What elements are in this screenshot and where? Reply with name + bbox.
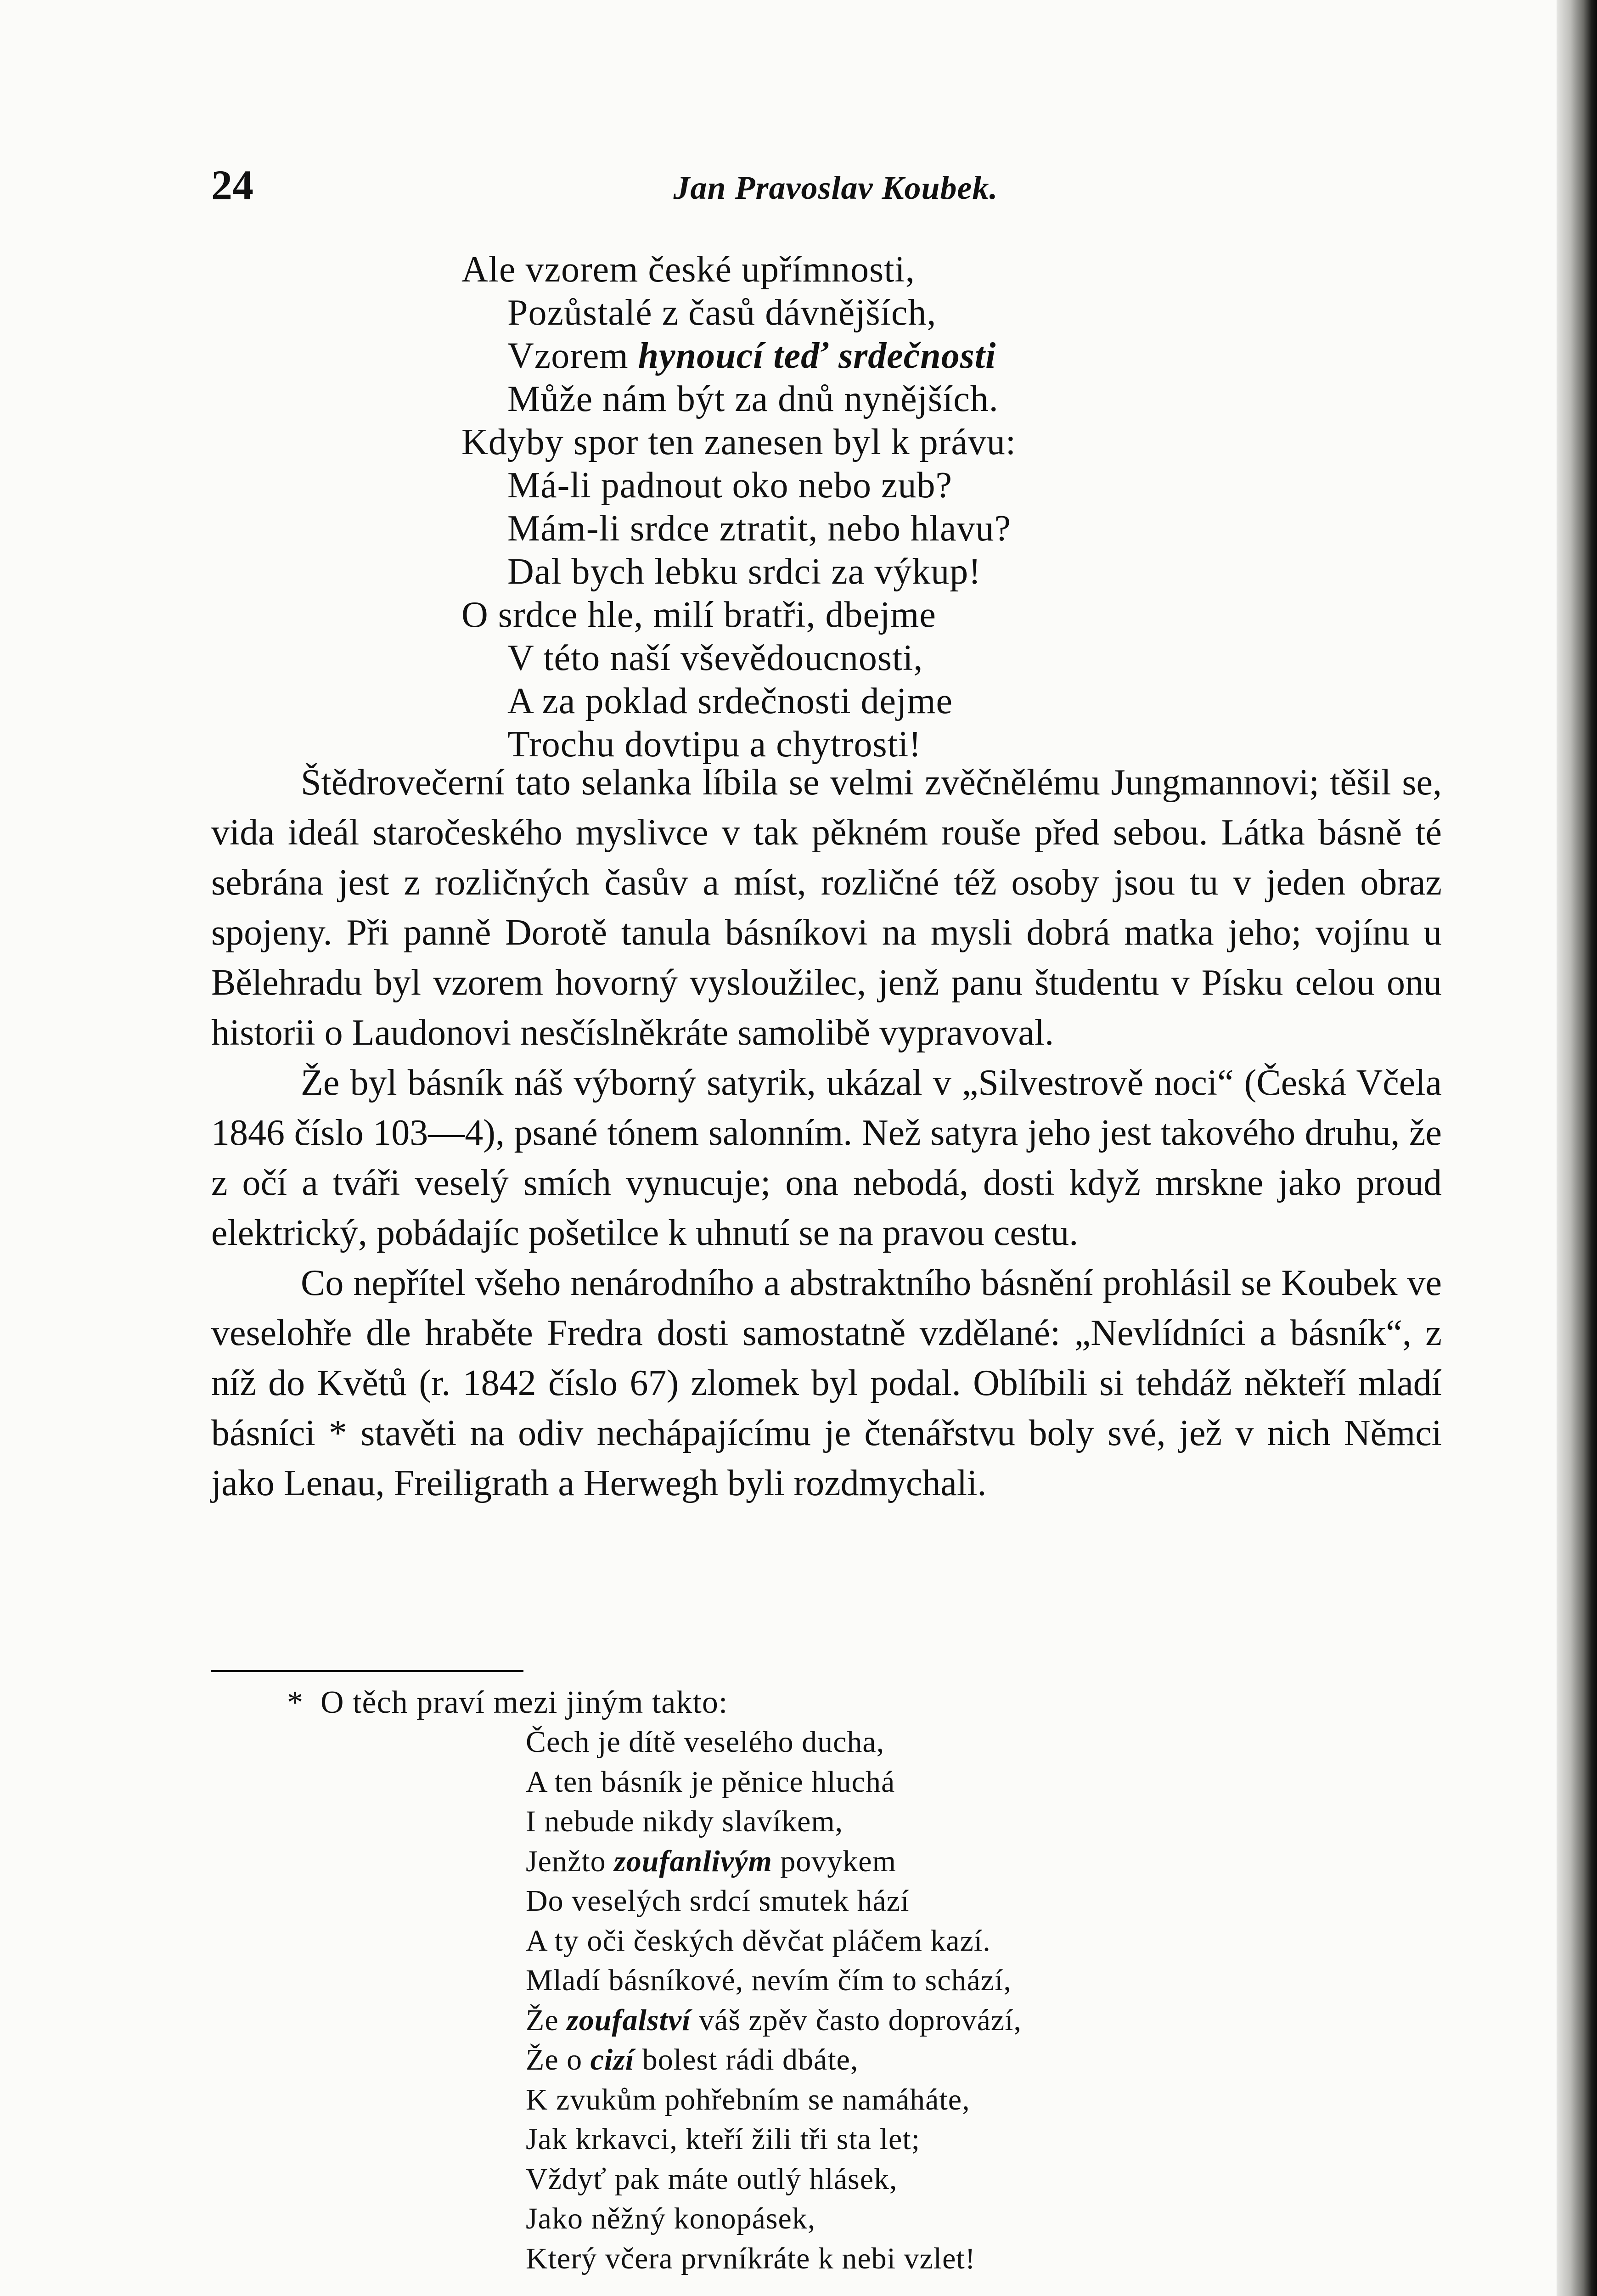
emphasized-text: hynoucí teď srdečnosti: [638, 336, 996, 376]
poem-line: Pozůstalé z časů dávnějších,: [507, 293, 937, 333]
paragraph: Co nepřítel všeho nenárodního a abstraktního básnění prohlásil se Koubek ve veselohře dle hraběte Fredra dosti samostatně vzdělané: „Nevlídníci a básník“, z níž do Květů (r. 1842 číslo 67) zlomek byl podal. Oblíbili si tehdáž někteří mladí básníci * stavěti na odiv nechápajícímu je čtenářstvu boly své, jež v nich Němci jako Lenau, Freiligrath a Herwegh byli rozdmychali.: [211, 1263, 1442, 1503]
footnote-verse: Jak krkavci, kteří žili tři sta let;: [526, 2122, 920, 2156]
poem-line: V této naší vševědoucnosti,: [507, 638, 923, 678]
footnote-marker: *: [287, 1685, 304, 1720]
poem-line: A za poklad srdečnosti dejme: [507, 681, 953, 721]
footnote-verse: [526, 2001, 1022, 2041]
poem-block: [461, 248, 1016, 766]
footnote-verse: Mladí básníkové, nevím čím to schází,: [526, 1964, 1012, 1997]
verse-text: váš zpěv často doprovází,: [691, 2003, 1022, 2037]
footnote-divider: [211, 1670, 523, 1672]
footnote-intro: [287, 1683, 728, 1722]
footnote-verse: [526, 1842, 1022, 1882]
footnote-verse: A ty oči českých děvčat pláčem kazí.: [526, 1924, 991, 1958]
poem-line: Kdyby spor ten zanesen byl k právu:: [461, 422, 1017, 462]
emphasized-text: zoufanlivým: [614, 1844, 772, 1878]
running-title: Jan Pravoslav Koubek.: [673, 169, 998, 206]
page-number: 24: [211, 162, 253, 208]
poem-line: Může nám být za dnů nynějších.: [507, 379, 999, 419]
body-text: [211, 758, 1442, 1508]
poem-line: Trochu dovtipu a chytrosti!: [507, 724, 922, 765]
footnote-verse: Který včera prvníkráte k nebi vzlet!: [526, 2241, 976, 2275]
poem-line: Dal bych lebku srdci za výkup!: [507, 551, 981, 592]
verse-text: Že o: [526, 2043, 590, 2077]
verse-text: Že: [526, 2003, 567, 2037]
paragraph: Štědrovečerní tato selanka líbila se velmi zvěčnělému Jungmannovi; těšil se, vida ideál staročeského myslivce v tak pěkném rouše před sebou. Látka básně té sebrána jest z rozličných časův a míst, rozličné též osoby jsou tu v jeden obraz spojeny. Při panně Dorotě tanula básníkovi na mysli dobrá matka jeho; vojínu u Bělehradu byl vzorem hovorný vysloužilec, jenž panu študentu v Písku celou onu historii o Laudonovi nesčíslněkráte samolibě vypravoval.: [211, 762, 1442, 1053]
footnote-verse: Čech je dítě veselého ducha,: [526, 1725, 885, 1759]
paragraph: Že byl básník náš výborný satyrik, ukázal v „Silvestrově noci“ (Česká Včela 1846 číslo 103—4), psané tónem salonním. Než satyra jeho jest takového druhu, že z očí a tváři veselý smích vynucuje; ona nebodá, dosti když mrskne jako proud elektrický, pobádajíc pošetilce k uhnutí se na pravou cestu.: [211, 1063, 1442, 1253]
scan-edge-shadow: [1557, 0, 1597, 2296]
footnote-verse: Jako něžný konopásek,: [526, 2202, 816, 2235]
footnote-verse: A ten básník je pěnice hluchá: [526, 1765, 895, 1799]
footnote-verse: Vždyť pak máte outlý hlásek,: [526, 2162, 898, 2196]
poem-line: Mám-li srdce ztratit, nebo hlavu?: [507, 508, 1012, 549]
footnote-verse: I nebude nikdy slavíkem,: [526, 1805, 843, 1838]
poem-line-text: Vzorem: [507, 336, 638, 376]
verse-text: Jenžto: [526, 1844, 614, 1878]
verse-text: povykem: [772, 1844, 896, 1878]
emphasized-text: zoufalství: [567, 2003, 691, 2037]
footnote-verse: [526, 2040, 1022, 2080]
footnote-verse: Do veselých srdcí smutek hází: [526, 1884, 910, 1918]
poem-line: O srdce hle, milí bratři, dbejme: [461, 595, 936, 635]
footnote-poem: [526, 1722, 1022, 2279]
emphasized-text: cizí: [590, 2043, 635, 2077]
poem-line: [461, 334, 1016, 377]
footnote-intro-text: O těch praví mezi jiným takto:: [321, 1685, 728, 1720]
poem-line: Ale vzorem české upřímnosti,: [461, 249, 915, 290]
page-header: [211, 161, 1460, 216]
verse-text: bolest rádi dbáte,: [634, 2043, 859, 2077]
footnote-verse: K zvukům pohřebním se namáháte,: [526, 2082, 970, 2116]
poem-line: Má-li padnout oko nebo zub?: [507, 465, 952, 506]
